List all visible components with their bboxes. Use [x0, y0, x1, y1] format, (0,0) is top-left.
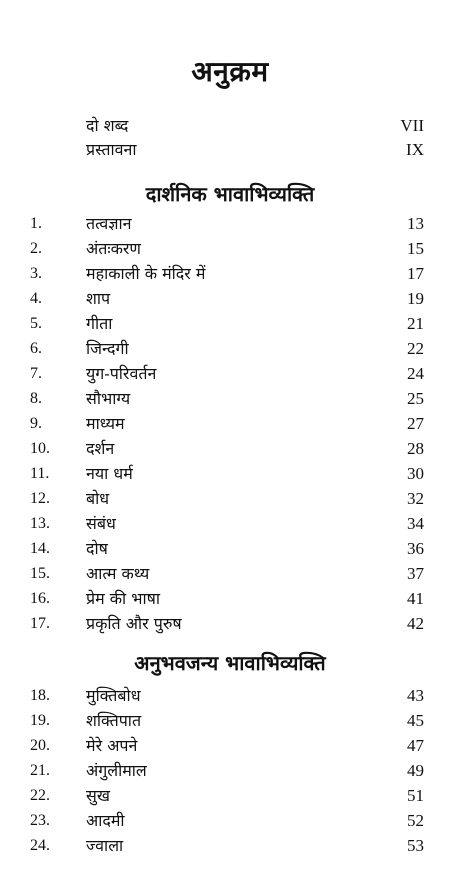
entry-page-number: 41 — [407, 589, 424, 608]
entry-title: शाप — [86, 289, 111, 308]
entry-number: 17. — [30, 615, 50, 632]
entry-number: 6. — [30, 340, 42, 357]
entry-number: 16. — [30, 590, 50, 607]
entry-title: अंतःकरण — [86, 239, 141, 258]
entry-number: 3. — [30, 265, 42, 282]
entry-title: नया धर्म — [86, 464, 133, 483]
entry-title: दोष — [86, 539, 108, 558]
preliminary-label: प्रस्तावना — [86, 140, 137, 159]
entry-title: सुख — [86, 786, 110, 805]
preliminary-item — [86, 138, 424, 162]
entry-title: माध्यम — [86, 414, 125, 433]
toc-entry — [30, 336, 424, 361]
toc-entry — [30, 611, 424, 636]
toc-entry — [30, 411, 424, 436]
entry-number: 19. — [30, 712, 50, 729]
preliminary-label: दो शब्द — [86, 116, 129, 135]
entry-number: 4. — [30, 290, 42, 307]
toc-entry — [30, 261, 424, 286]
toc-entry — [30, 311, 424, 336]
toc-entry — [30, 708, 424, 733]
entry-title: संबंध — [86, 514, 116, 533]
entry-title: अंगुलीमाल — [86, 761, 147, 780]
entry-page-number: 27 — [407, 414, 424, 433]
entry-number: 22. — [30, 787, 50, 804]
entry-title: जिन्दगी — [86, 339, 129, 358]
entry-page-number: 53 — [407, 836, 424, 855]
entry-number: 21. — [30, 762, 50, 779]
entry-page-number: 52 — [407, 811, 424, 830]
entry-number: 12. — [30, 490, 50, 507]
toc-entry — [30, 561, 424, 586]
toc-entry — [30, 758, 424, 783]
page-title: अनुक्रम — [191, 55, 269, 88]
entry-title: प्रकृति और पुरुष — [86, 614, 182, 633]
entry-title: महाकाली के मंदिर में — [86, 264, 206, 283]
preliminary-page-number: VII — [400, 116, 424, 135]
toc-entry — [30, 436, 424, 461]
entry-title: मुक्तिबोध — [86, 686, 141, 705]
entry-title: मेरे अपने — [86, 736, 138, 755]
entry-page-number: 42 — [407, 614, 424, 633]
entry-page-number: 17 — [407, 264, 424, 283]
toc-entry — [30, 833, 424, 858]
toc-entry — [30, 236, 424, 261]
toc-entry — [30, 511, 424, 536]
entry-title: दर्शन — [86, 439, 115, 458]
toc-entry — [30, 211, 424, 236]
entry-number: 2. — [30, 240, 42, 257]
entry-title: गीता — [86, 314, 113, 333]
entry-page-number: 15 — [407, 239, 424, 258]
entry-title: सौभाग्य — [86, 389, 131, 408]
toc-entry — [30, 586, 424, 611]
toc-entry — [30, 461, 424, 486]
section-entry-list — [30, 211, 424, 636]
entry-page-number: 25 — [407, 389, 424, 408]
entry-number: 14. — [30, 540, 50, 557]
entry-page-number: 21 — [407, 314, 424, 333]
entry-page-number: 49 — [407, 761, 424, 780]
entry-page-number: 36 — [407, 539, 424, 558]
entry-number: 15. — [30, 565, 50, 582]
toc-entry — [30, 683, 424, 708]
entry-page-number: 34 — [407, 514, 424, 533]
toc-entry — [30, 808, 424, 833]
entry-title: ज्वाला — [86, 836, 124, 855]
section-heading-experiential: अनुभवजन्य भावाभिव्यक्ति — [134, 651, 326, 675]
entry-page-number: 32 — [407, 489, 424, 508]
entry-number: 9. — [30, 415, 42, 432]
entry-page-number: 28 — [407, 439, 424, 458]
toc-entry — [30, 536, 424, 561]
entry-number: 5. — [30, 315, 42, 332]
toc-entry — [30, 733, 424, 758]
entry-page-number: 22 — [407, 339, 424, 358]
entry-title: बोध — [86, 489, 110, 508]
entry-number: 24. — [30, 837, 50, 854]
section-heading-philosophical: दार्शनिक भावाभिव्यक्ति — [145, 182, 315, 206]
entry-page-number: 43 — [407, 686, 424, 705]
entry-number: 18. — [30, 687, 50, 704]
entry-page-number: 51 — [407, 786, 424, 805]
preliminary-item — [86, 114, 424, 138]
entry-page-number: 37 — [407, 564, 424, 583]
preliminary-list — [86, 114, 424, 162]
entry-page-number: 13 — [407, 214, 424, 233]
entry-title: युग-परिवर्तन — [86, 364, 157, 383]
entry-title: आत्म कथ्य — [86, 564, 150, 583]
entry-number: 8. — [30, 390, 42, 407]
entry-number: 20. — [30, 737, 50, 754]
entry-page-number: 19 — [407, 289, 424, 308]
entry-number: 13. — [30, 515, 50, 532]
toc-entry — [30, 783, 424, 808]
toc-entry — [30, 386, 424, 411]
entry-number: 11. — [30, 465, 50, 482]
entry-page-number: 30 — [407, 464, 424, 483]
preliminary-page-number: IX — [406, 140, 424, 159]
entry-page-number: 24 — [407, 364, 424, 383]
entry-number: 1. — [30, 215, 42, 232]
entry-title: प्रेम की भाषा — [86, 589, 161, 608]
entry-title: शक्तिपात — [86, 711, 142, 730]
section-entry-list — [30, 683, 424, 858]
entry-page-number: 47 — [407, 736, 424, 755]
entry-number: 23. — [30, 812, 50, 829]
entry-number: 10. — [30, 440, 50, 457]
toc-entry — [30, 361, 424, 386]
entry-title: आदमी — [86, 811, 125, 830]
toc-entry — [30, 286, 424, 311]
entry-number: 7. — [30, 365, 42, 382]
toc-entry — [30, 486, 424, 511]
entry-title: तत्वज्ञान — [86, 214, 132, 233]
entry-page-number: 45 — [407, 711, 424, 730]
